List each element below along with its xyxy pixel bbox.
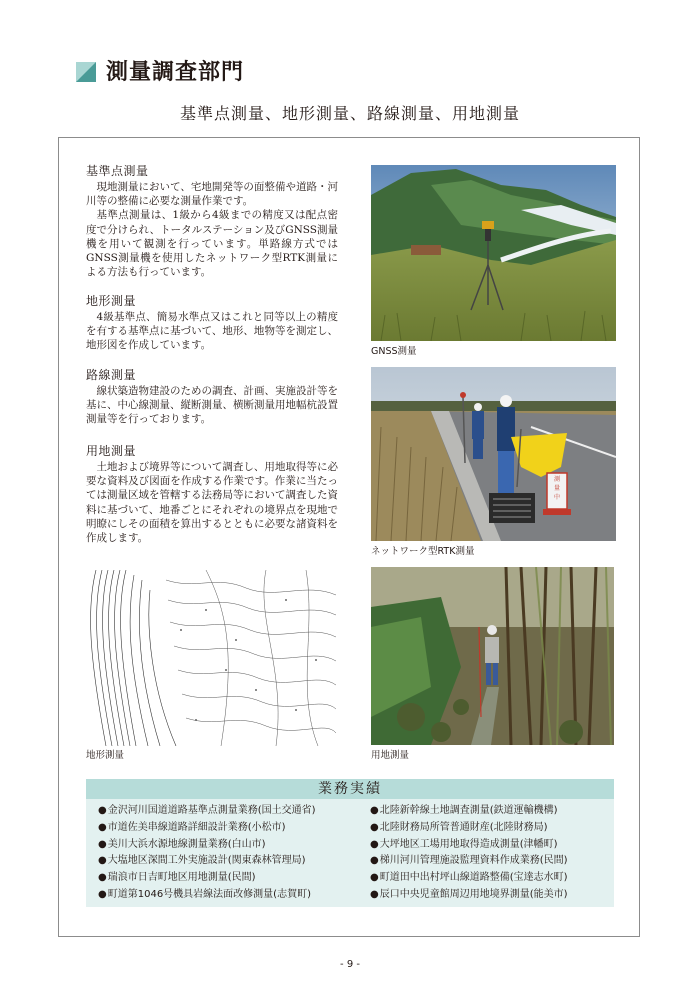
results-item: ● 大坪地区工場用地取得造成測量(津幡町) [370,837,568,854]
results-body [86,799,614,907]
results-item: ● 大塩地区深間工外実施設計(関東森林管理局) [98,853,316,870]
results-item: ● 辰口中央児童館周辺用地境界測量(能美市) [370,887,568,904]
section-rosen [86,367,338,427]
gnss-caption: GNSS測量 [371,346,417,357]
section-paragraph: 基準点測量は、1級から4級までの精度又は配点密度で分けられ、トータルステーション及びGNSS測量機を用いて観測を行っています。単路線方式ではGNSS測量機を使用したネットワーク型RTK測量による方法も行っています。 [86,209,338,279]
results-item: ● 金沢河川国道道路基準点測量業務(国土交通省) [98,803,316,820]
section-paragraph: 土地および境界等について調査し、用地取得等に必要な資料及び図面を作成する作業です。作業に当たっては測量区域を管轄する法務局等において調査した資料に基づいて、地番ごとにそれぞれの境界点を現地で明瞭にしその面積を算出するとともに必要な諸資料を作成します。 [86,461,338,545]
section-paragraph: 線状築造物建設のための調査、計画、実施設計等を基に、中心線測量、縦断測量、横断測量用地幅杭設置測量等を行っております。 [86,385,338,426]
gnss-survey-photo [371,165,616,341]
results-item: ● 町道田中出村坪山線道路整備(宝達志水町) [370,870,568,887]
results-item: ● 市道佐美串線道路詳細設計業務(小松市) [98,820,316,837]
results-list-left [98,803,316,904]
section-paragraph: 4級基準点、簡易水準点又はこれと同等以上の精度を有する基準点に基づいて、地形、地物等を測定し、地形図を作成しています。 [86,311,338,352]
results-item: ● 瑞浪市日吉町地区用地測量(民間) [98,870,316,887]
section-heading: 用地測量 [86,444,137,458]
section-heading: 地形測量 [86,294,137,308]
section-youchi [86,443,338,545]
topo-map-caption: 地形測量 [86,750,125,761]
rtk-survey-photo [371,367,616,541]
results-item: ● 北陸新幹線土地調査測量(鉄道運輸機構) [370,803,568,820]
survey-sign-char: 量 [553,485,561,492]
section-kijunten [86,163,338,279]
topographic-map-figure [86,570,338,746]
results-item: ● 美川大浜水源地線測量業務(白山市) [98,837,316,854]
section-heading: 基準点測量 [86,164,149,178]
survey-sign-char: 中 [553,494,561,501]
results-heading: 業務実績 [86,779,614,799]
results-item: ● 北陸財務局所管普通財産(北陸財務局) [370,820,568,837]
page-title: 測量調査部門 [106,60,245,85]
page-subtitle: 基準点測量、地形測量、路線測量、用地測量 [179,104,520,123]
section-paragraph: 現地測量において、宅地開発等の面整備や道路・河川等の整備に必要な測量作業です。 [86,181,338,208]
results-list-right [370,803,568,904]
land-survey-photo [371,567,614,745]
results-item: ● 梯川河川管理施設監理資料作成業務(民間) [370,853,568,870]
survey-sign-char: 測 [553,476,561,483]
page-number: - 9 - [340,959,360,970]
rtk-caption: ネットワーク型RTK測量 [371,546,475,557]
land-survey-caption: 用地測量 [371,750,410,761]
results-item: ● 町道第1046号機具岩線法面改修測量(志賀町) [98,887,316,904]
section-heading: 路線測量 [86,368,137,382]
section-chikei [86,293,338,353]
section-mark-icon [76,62,96,82]
